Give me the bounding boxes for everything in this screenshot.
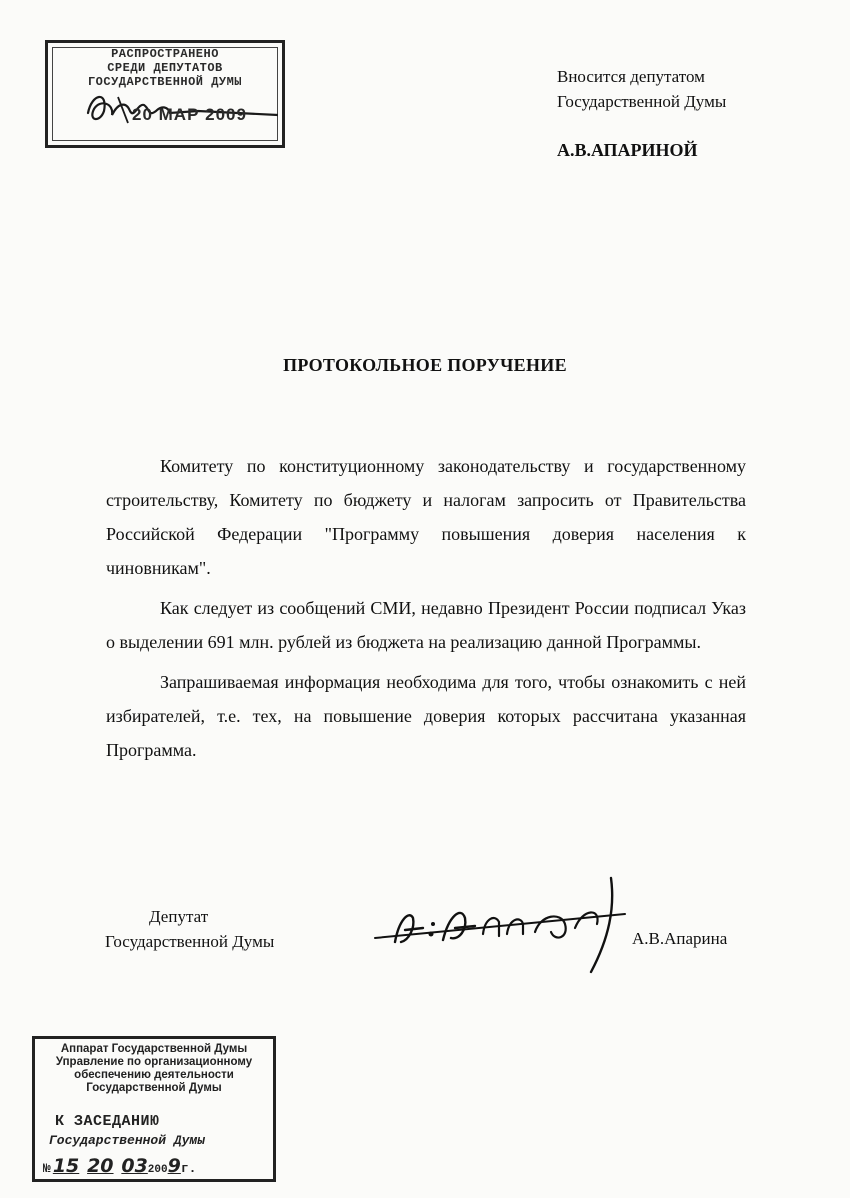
stamp-line-2: СРЕДИ ДЕПУТАТОВ: [107, 61, 223, 75]
year-prefix: 200: [147, 1164, 168, 1176]
signatory-role: [105, 904, 274, 954]
meeting-stamp-line-4: Государственной Думы: [86, 1082, 222, 1094]
meeting-number-line: [43, 1155, 196, 1177]
stamp-date: 20 МАР 2009: [132, 105, 247, 124]
role-line-2: Государственной Думы: [105, 932, 275, 951]
meeting-stamp: [32, 1036, 276, 1182]
document-body: [106, 449, 746, 773]
meeting-label: К ЗАСЕДАНИЮ: [55, 1113, 160, 1130]
meeting-stamp-line-1: Аппарат Государственной Думы: [60, 1043, 248, 1055]
role-line-1: Депутат: [149, 907, 209, 926]
signatory-name: А.В.Апарина: [632, 929, 728, 948]
body-paragraph-1: Комитету по конституционному законодательству и государственному строительству, Комитету по бюджету и налогам запросить от Правительства Российской Федерации "Программу повышения доверия населения к чиновникам".: [106, 456, 746, 578]
number-prefix: №: [43, 1161, 51, 1176]
meeting-month: 20: [87, 1155, 114, 1177]
distribution-stamp: [45, 40, 285, 148]
year-suffix: г.: [180, 1161, 197, 1176]
document-title: ПРОТОКОЛЬНОЕ ПОРУЧЕНИЕ: [283, 355, 567, 375]
meeting-body-name: Государственной Думы: [49, 1133, 206, 1148]
intro-line-1: Вносится депутатом: [557, 67, 705, 86]
stamp-line-1: РАСПРОСТРАНЕНО: [111, 47, 219, 61]
body-paragraph-3: Запрашиваемая информация необходима для того, чтобы ознакомить с ней избирателей, т.е. тех, на повышение доверия которых рассчитана указанная Программа.: [106, 672, 746, 760]
author-name: А.В.АПАРИНОЙ: [557, 140, 698, 160]
submission-note: [557, 64, 726, 114]
body-paragraph-2: Как следует из сообщений СМИ, недавно Президент России подписал Указ о выделении 691 млн. рублей из бюджета на реализацию данной Программы.: [106, 598, 746, 652]
handwritten-signature: [365, 868, 635, 978]
intro-line-2: Государственной Думы: [557, 92, 727, 111]
meeting-day: 15: [52, 1155, 80, 1177]
meeting-stamp-line-2: Управление по организационному: [55, 1056, 253, 1068]
year-digit: 9: [167, 1155, 181, 1177]
meeting-stamp-line-3: обеспечению деятельности: [74, 1069, 234, 1081]
stamp-line-3: ГОСУДАРСТВЕННОЙ ДУМЫ: [87, 75, 243, 89]
meeting-month-num: 03: [121, 1155, 148, 1177]
